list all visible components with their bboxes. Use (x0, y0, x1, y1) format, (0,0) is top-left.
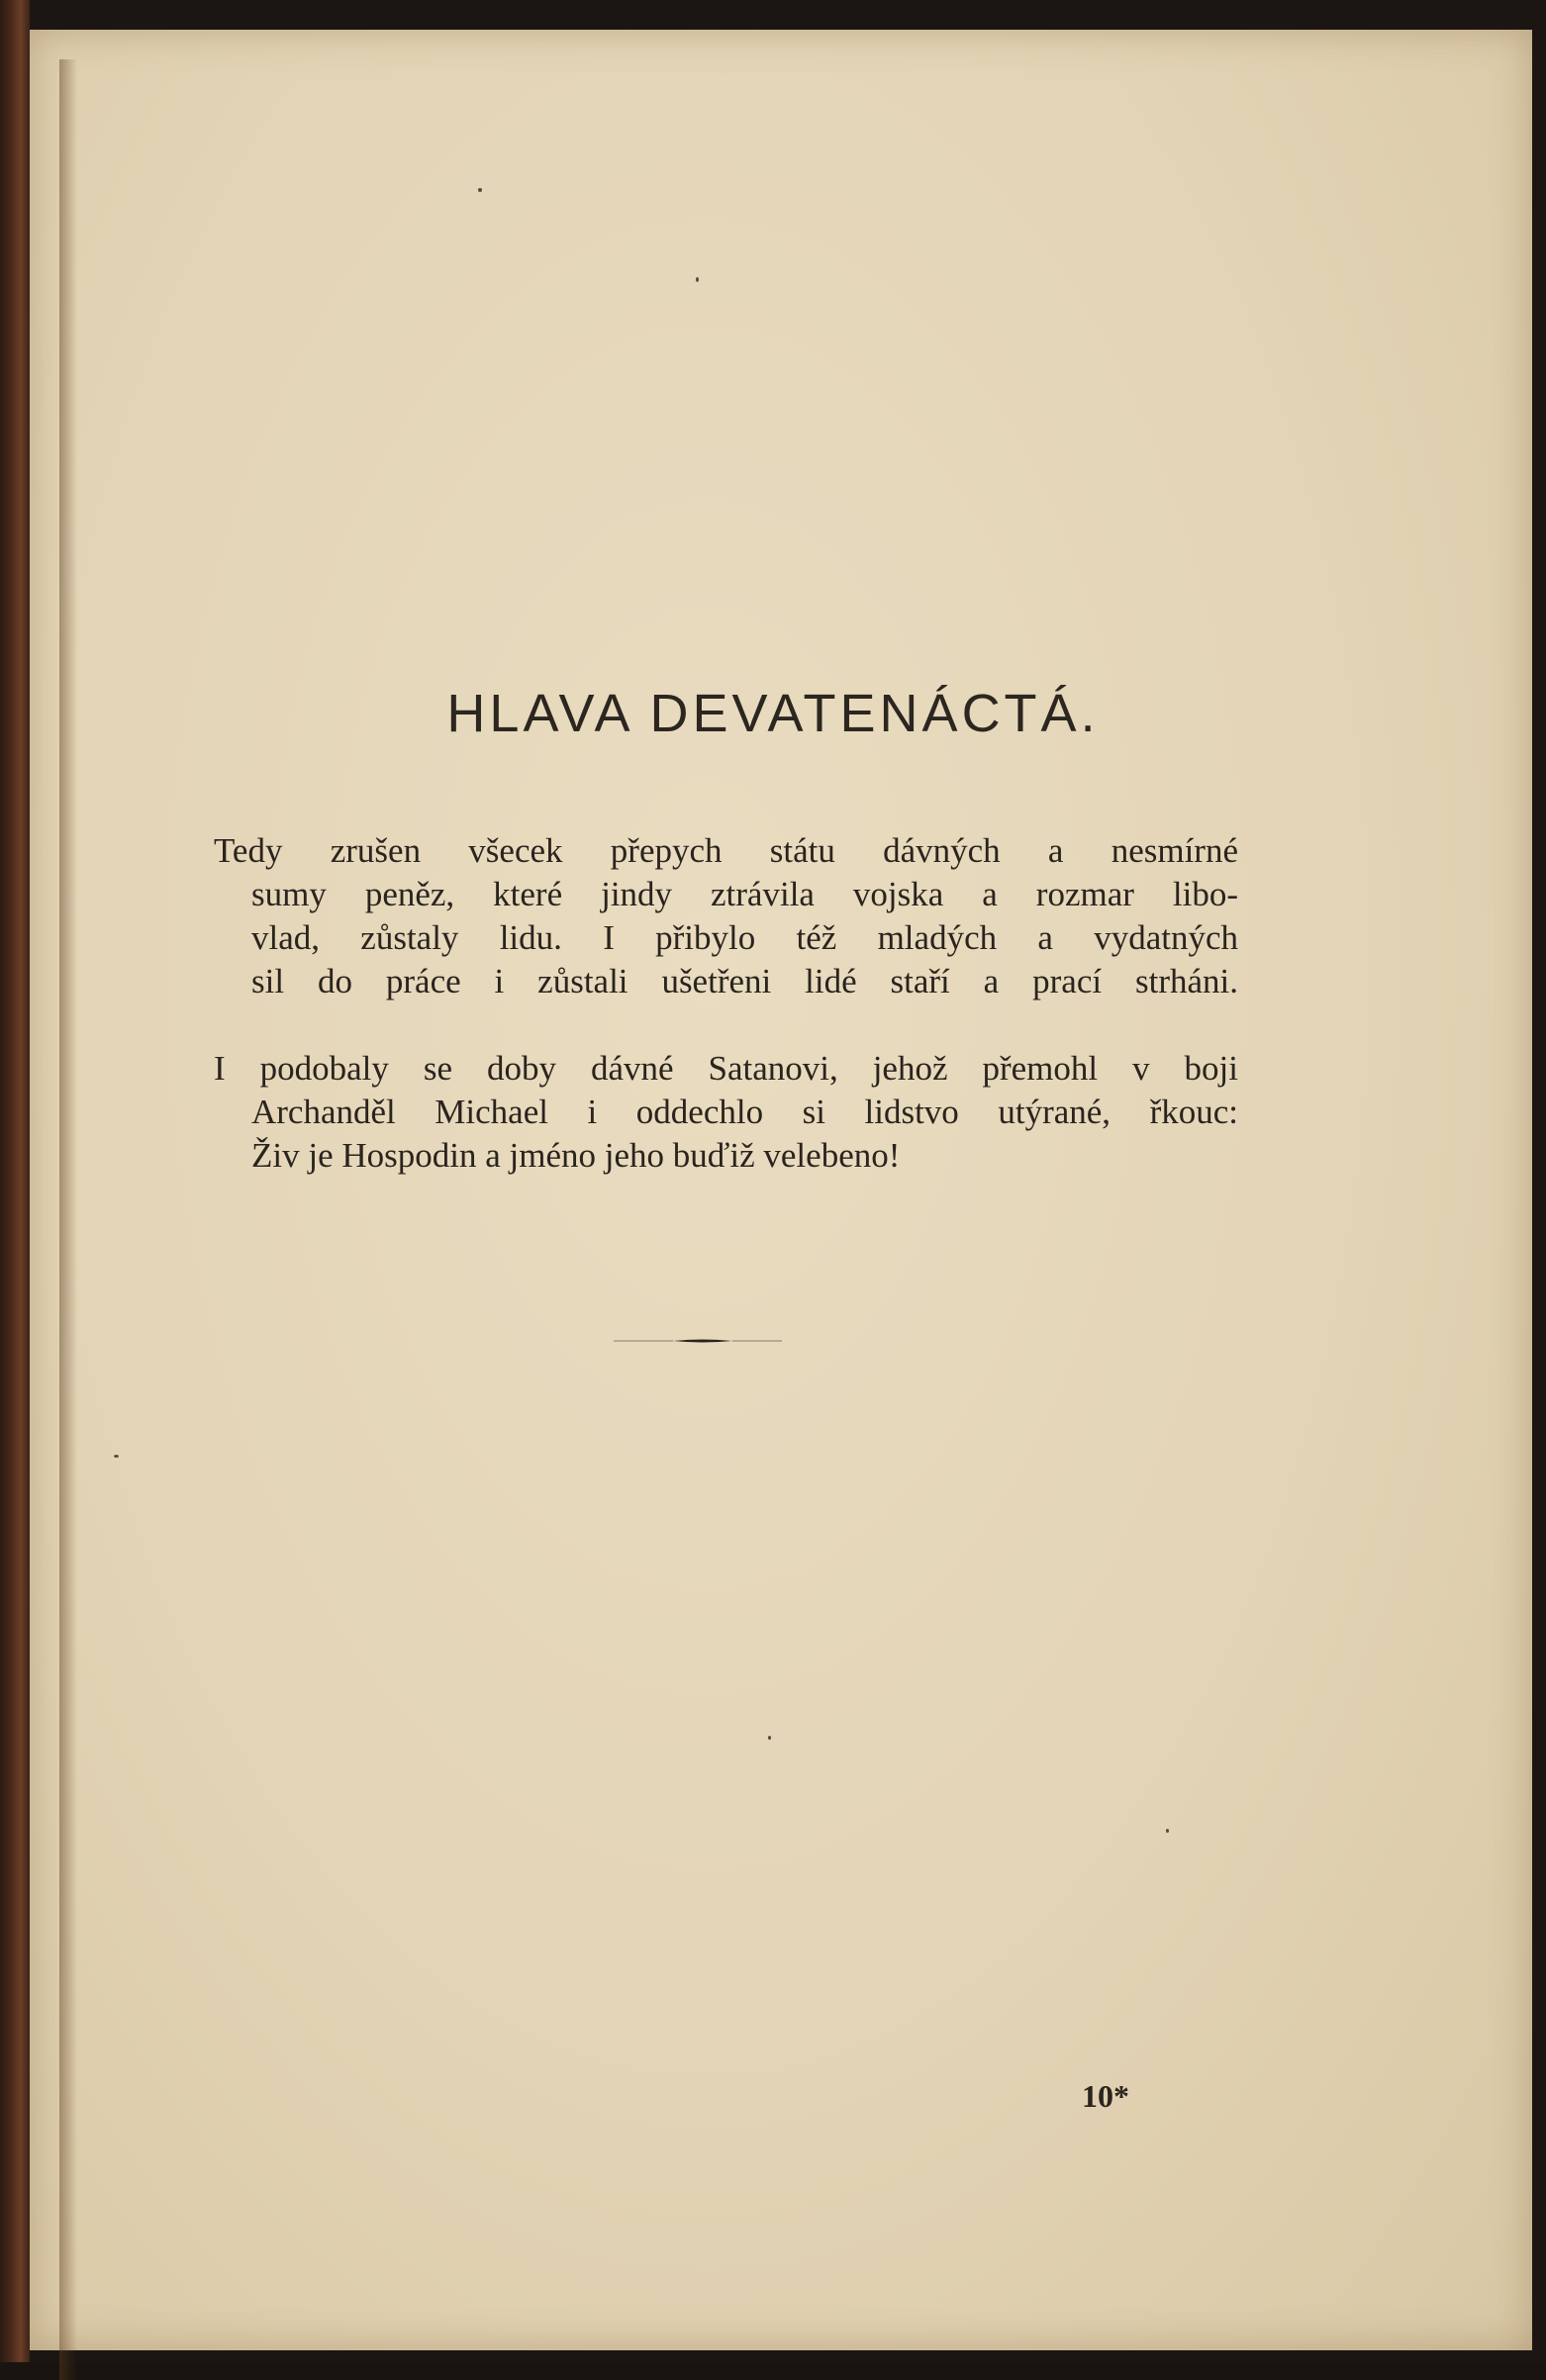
section-divider-ornament (554, 1337, 802, 1345)
paragraph-line: I podobaly se doby dávné Satanovi, jehož přemohl v boji (214, 1049, 1238, 1088)
chapter-title: HLAVA DEVATENÁCTÁ. (446, 684, 1100, 743)
page-number: 10* (1082, 2078, 1129, 2114)
paragraph-line: Archanděl Michael i oddechlo si lidstvo utýrané, řkouc: (251, 1093, 1238, 1131)
paragraph-line: sumy peněz, které jindy ztrávila vojska a rozmar libo- (251, 875, 1238, 913)
paragraph-line: sil do práce i zůstali ušetřeni lidé staří a prací strháni. (251, 962, 1238, 1000)
paragraph-2 (214, 1047, 1238, 1178)
paper-speck (696, 277, 699, 282)
paper-speck (1166, 1829, 1169, 1833)
book-binding-edge (0, 0, 30, 2362)
paragraph-line: Živ je Hospodin a jméno jeho buďiž velebeno! (251, 1136, 901, 1175)
book-page (30, 30, 1532, 2350)
paragraph-1 (214, 829, 1238, 1003)
paper-speck (478, 188, 482, 192)
paper-speck (768, 1736, 771, 1740)
paragraph-line: Tedy zrušen všecek přepych státu dávných a nesmírné (214, 831, 1238, 870)
spine-shadow (59, 59, 77, 2380)
paper-speck (114, 1455, 119, 1458)
paragraph-line: vlad, zůstaly lidu. I přibylo též mladých a vydatných (251, 918, 1238, 957)
